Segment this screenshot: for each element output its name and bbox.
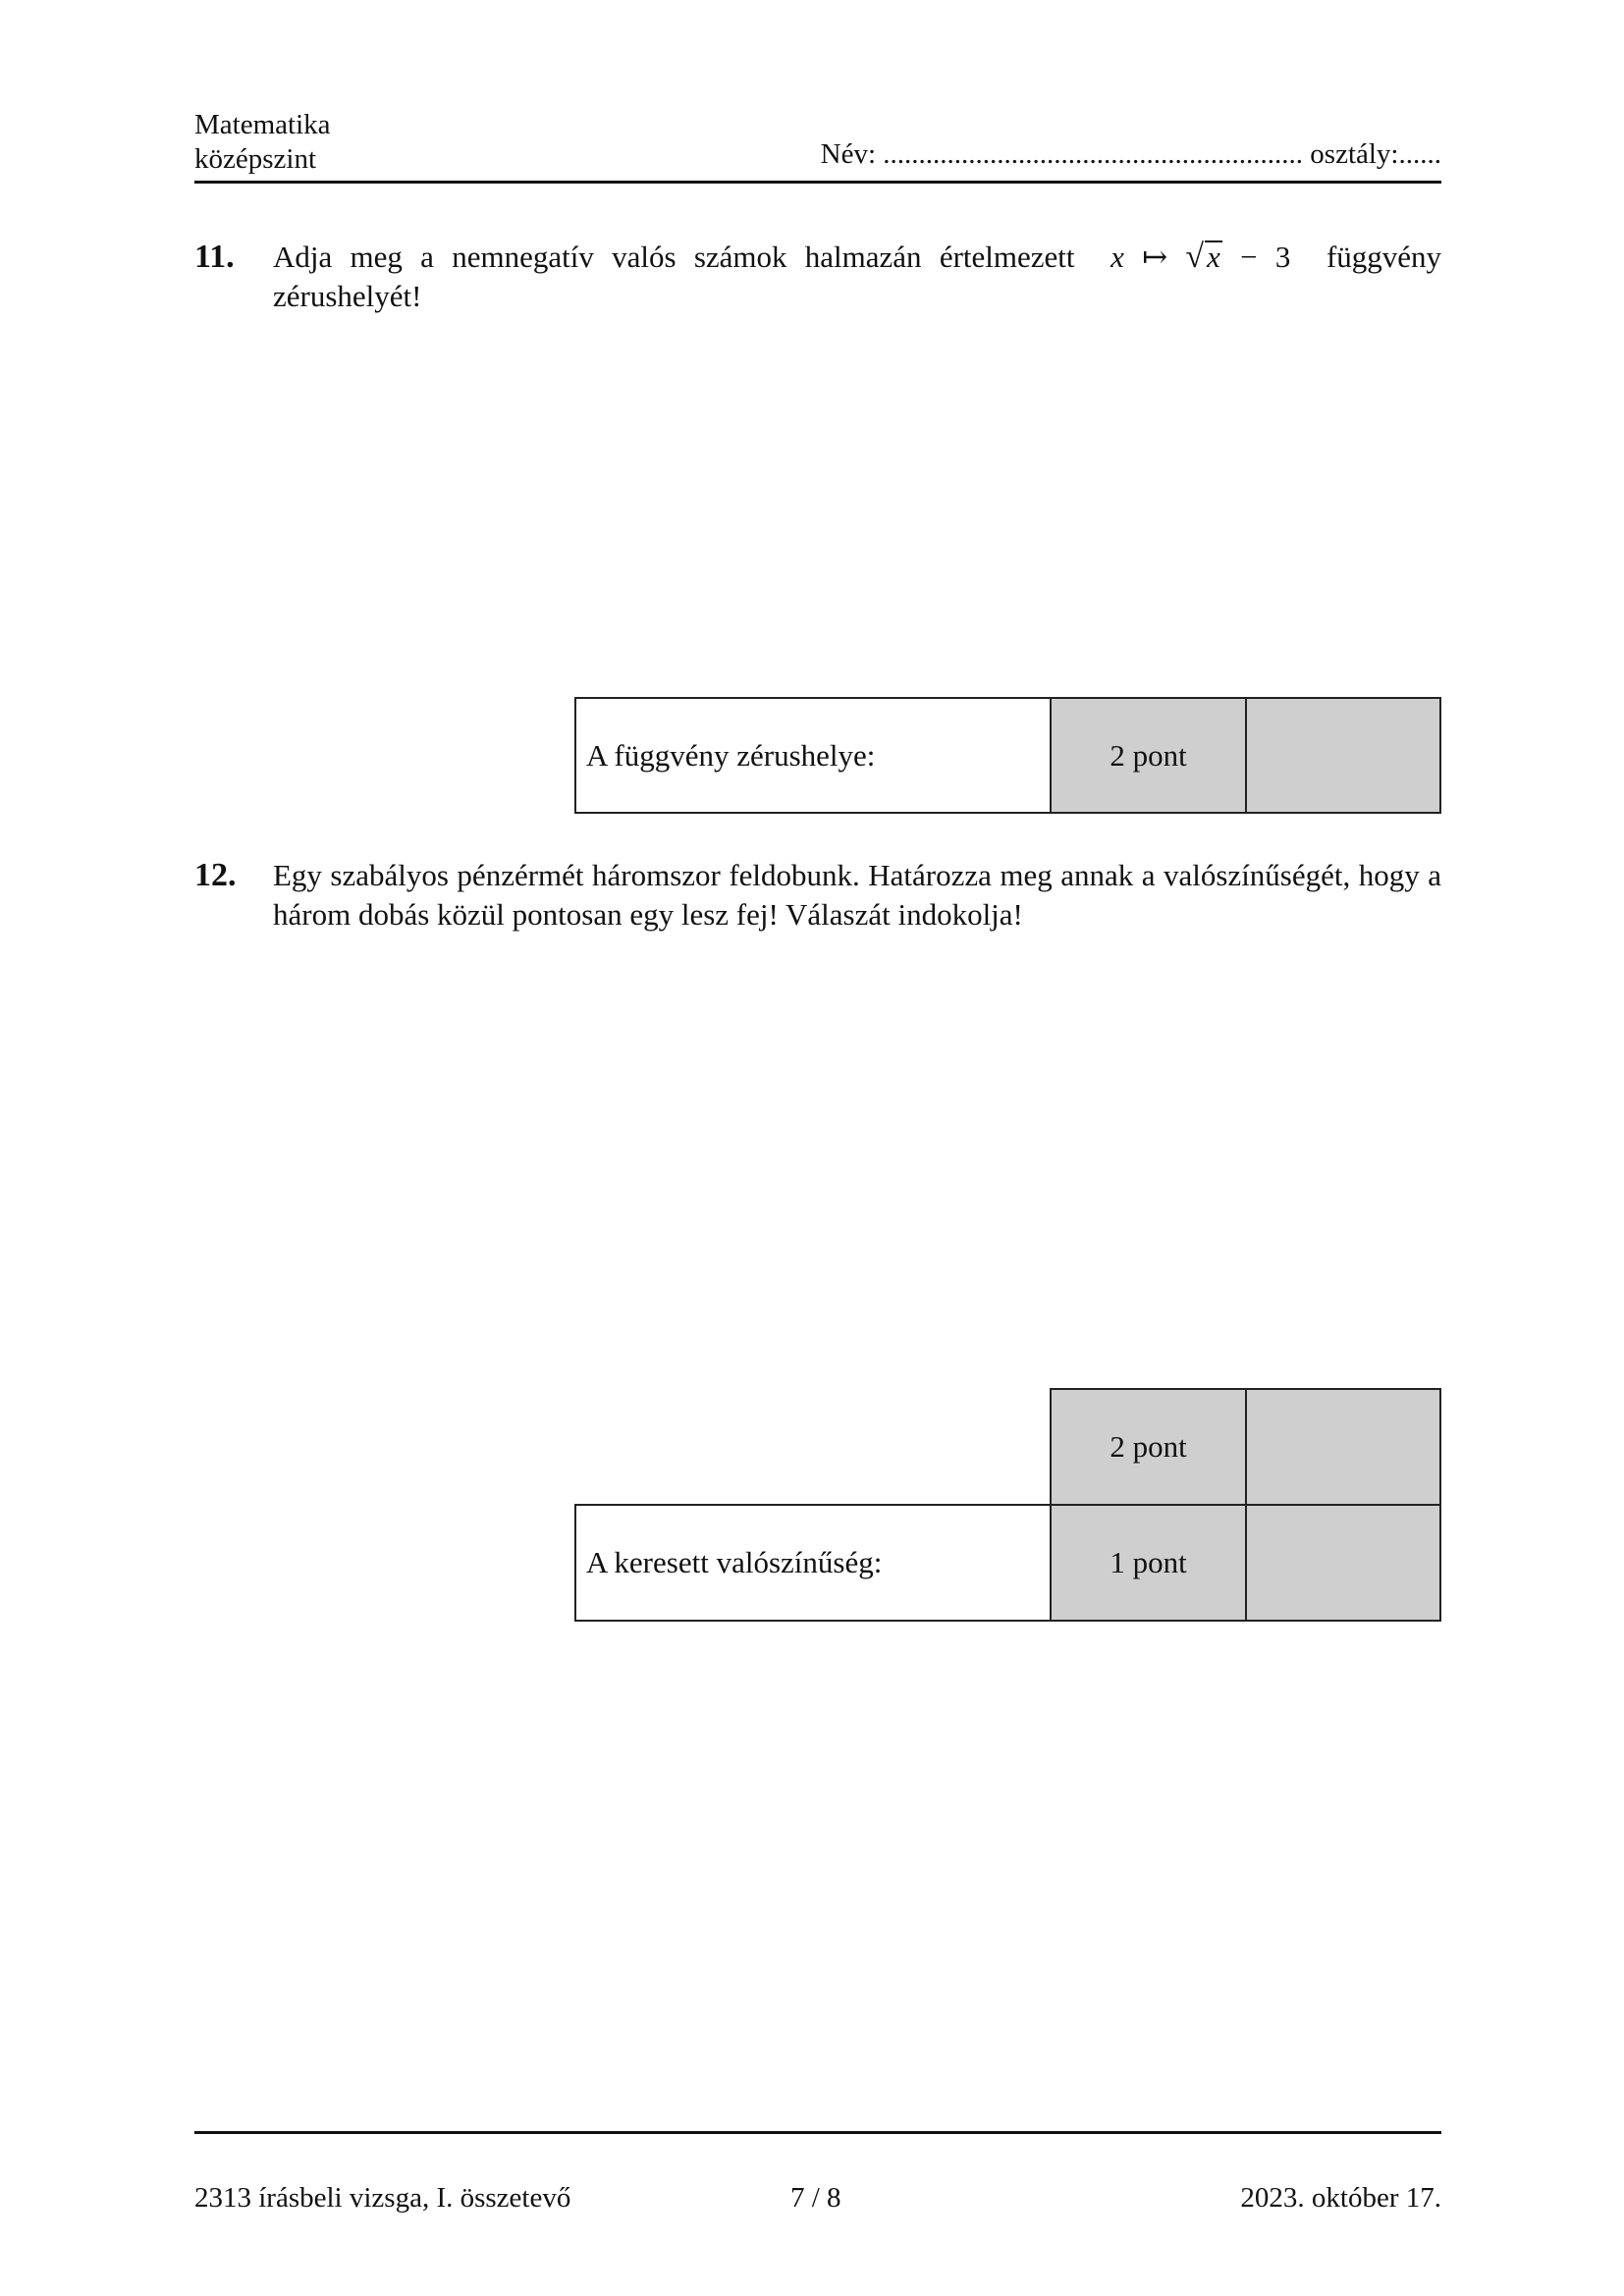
subject-label: Matematika xyxy=(194,109,331,140)
task-11-formula xyxy=(1093,240,1326,274)
page-header-subject xyxy=(194,108,331,177)
task-11-text-after: függvény zérushelyét! xyxy=(273,240,1442,313)
task-11-points: 2 pont xyxy=(1110,737,1187,773)
student-name-field: Név: ........................................................... osztály:...... xyxy=(820,138,1441,170)
task-12-number: 12. xyxy=(194,857,237,893)
task-12-points: 1 pont xyxy=(1110,1545,1187,1579)
task-12-points-cell xyxy=(1050,1504,1247,1622)
task-12-answer-label: A keresett valószínűség: xyxy=(586,1545,883,1579)
page-number: 7 / 8 xyxy=(790,2182,841,2214)
task-12-reasoning-points-cell xyxy=(1050,1388,1247,1506)
task-12-reasoning-score-cell[interactable] xyxy=(1245,1388,1441,1506)
footer-divider xyxy=(194,2131,1441,2134)
formula-tail: − 3 xyxy=(1240,240,1291,274)
task-12-score-cell[interactable] xyxy=(1245,1504,1441,1622)
task-11-text xyxy=(273,238,1441,316)
sqrt-symbol: √ xyxy=(1185,239,1205,275)
exam-code: 2313 írásbeli vizsga, I. összetevő xyxy=(194,2182,571,2214)
task-12-reasoning-points: 2 pont xyxy=(1110,1429,1187,1464)
task-11-score-cell[interactable] xyxy=(1245,697,1441,814)
task-11-number: 11. xyxy=(194,239,235,275)
header-divider xyxy=(194,181,1441,184)
task-11-answer-cell[interactable] xyxy=(574,697,1052,814)
sqrt-radicand: x xyxy=(1207,240,1220,274)
exam-date: 2023. október 17. xyxy=(1240,2182,1441,2214)
task-12-text: Egy szabályos pénzérmét háromszor feldobunk. Határozza meg annak a valószínűségét, hogy a három dobás közül pontosan egy lesz fej! Válaszát indokolja! xyxy=(273,858,1441,932)
task-11-text-before: Adja meg a nemnegatív valós számok halmazán értelmezett xyxy=(273,240,1075,274)
mapsto-symbol: ↦ xyxy=(1142,240,1168,274)
level-label: középszint xyxy=(194,143,317,175)
task-11-points-cell xyxy=(1050,697,1247,814)
formula-variable: x xyxy=(1110,240,1124,274)
task-12-answer-cell[interactable] xyxy=(574,1504,1052,1622)
task-11-answer-label: A függvény zérushelye: xyxy=(586,737,876,773)
